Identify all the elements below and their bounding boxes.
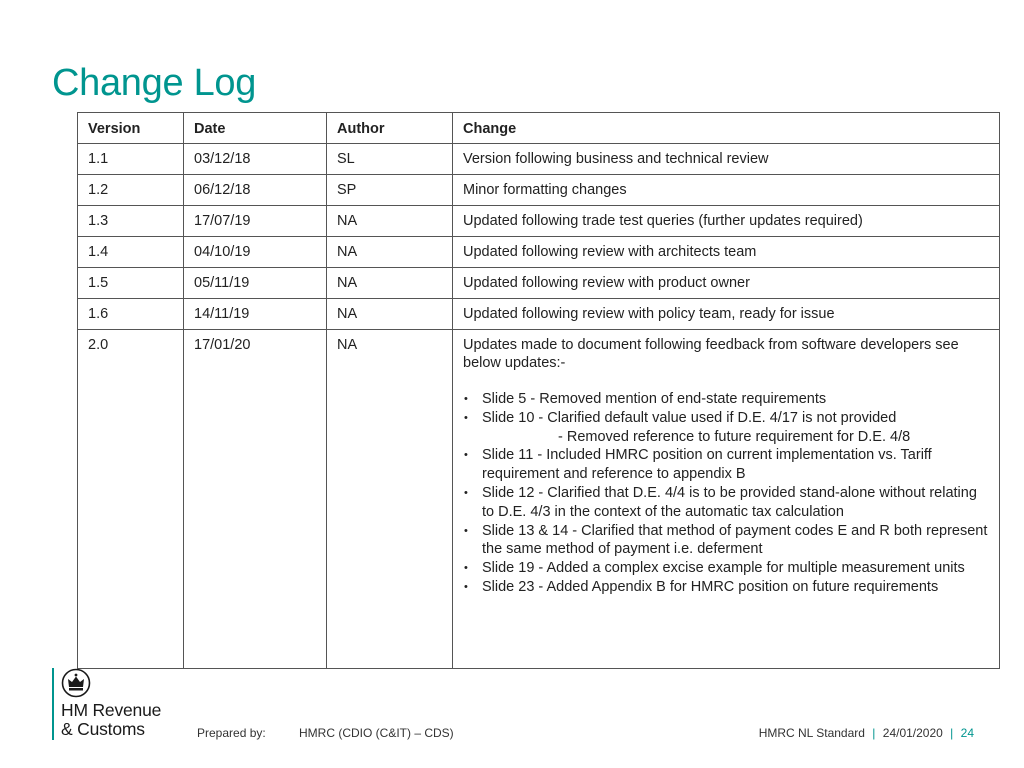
cell-date: 03/12/18 — [184, 144, 327, 175]
table-row — [78, 299, 1000, 330]
footer-date: 24/01/2020 — [882, 726, 943, 740]
page-title: Change Log — [52, 62, 257, 104]
cell-author: NA — [327, 237, 453, 268]
cell-change: Updated following review with policy team, ready for issue — [453, 299, 1000, 330]
footer-standard: HMRC NL Standard — [758, 726, 865, 740]
cell-date: 14/11/19 — [184, 299, 327, 330]
cell-change: Minor formatting changes — [453, 175, 1000, 206]
list-item: • Slide 19 - Added a complex excise example for multiple measurement units — [463, 559, 989, 578]
cell-version: 2.0 — [78, 330, 184, 669]
cell-version: 1.2 — [78, 175, 184, 206]
cell-change: Updated following review with product owner — [453, 268, 1000, 299]
cell-version: 1.3 — [78, 206, 184, 237]
cell-date: 04/10/19 — [184, 237, 327, 268]
footer-separator: | — [872, 726, 876, 740]
page-number: 24 — [960, 726, 974, 740]
cell-author: NA — [327, 206, 453, 237]
list-item: • Slide 12 - Clarified that D.E. 4/4 is to be provided stand-alone without relating to D.E. 4/3 in the context of the automatic tax calculation — [463, 484, 989, 522]
change-intro: Updates made to document following feedback from software developers see below updates:- — [463, 337, 959, 371]
table-header-row — [78, 113, 1000, 144]
cell-author: NA — [327, 330, 453, 669]
cell-version: 1.1 — [78, 144, 184, 175]
cell-change: Updated following trade test queries (further updates required) — [453, 206, 1000, 237]
cell-author: NA — [327, 299, 453, 330]
cell-version: 1.5 — [78, 268, 184, 299]
change-log-table — [77, 112, 1000, 669]
cell-author: SP — [327, 175, 453, 206]
bullet-subline: - Removed reference to future requirement for D.E. 4/8 — [558, 428, 911, 445]
footer-prepared-label: Prepared by: — [197, 726, 266, 740]
list-item — [463, 409, 989, 447]
change-bullet-list — [463, 390, 989, 597]
list-item: • Slide 13 & 14 - Clarified that method of payment codes E and R both represent the same method of payment i.e. deferment — [463, 522, 989, 560]
cell-version: 1.4 — [78, 237, 184, 268]
footer-right — [759, 726, 974, 740]
table-row — [78, 268, 1000, 299]
cell-date: 17/01/20 — [184, 330, 327, 669]
header-author: Author — [327, 113, 453, 144]
table-row — [78, 237, 1000, 268]
cell-author: SL — [327, 144, 453, 175]
crown-crest-icon — [61, 668, 91, 698]
table-row — [78, 175, 1000, 206]
list-item: • Slide 5 - Removed mention of end-state requirements — [463, 390, 989, 409]
logo-line-2: & Customs — [61, 719, 145, 739]
cell-author: NA — [327, 268, 453, 299]
cell-version: 1.6 — [78, 299, 184, 330]
footer-prepared-by: HMRC (CDIO (C&IT) – CDS) — [299, 726, 454, 740]
cell-date: 05/11/19 — [184, 268, 327, 299]
list-item: • Slide 23 - Added Appendix B for HMRC position on future requirements — [463, 578, 989, 597]
list-item: • Slide 11 - Included HMRC position on current implementation vs. Tariff requirement and reference to appendix B — [463, 446, 989, 484]
bullet-text: Slide 10 - Clarified default value used if D.E. 4/17 is not provided — [482, 409, 897, 426]
cell-change: Updated following review with architects team — [453, 237, 1000, 268]
table-row — [78, 144, 1000, 175]
cell-date: 06/12/18 — [184, 175, 327, 206]
table-row-latest — [78, 330, 1000, 669]
cell-change-details — [453, 330, 1000, 669]
hmrc-logo — [52, 668, 161, 740]
table-row — [78, 206, 1000, 237]
cell-date: 17/07/19 — [184, 206, 327, 237]
cell-change: Version following business and technical review — [453, 144, 1000, 175]
header-version: Version — [78, 113, 184, 144]
header-date: Date — [184, 113, 327, 144]
header-change: Change — [453, 113, 1000, 144]
footer-separator: | — [950, 726, 954, 740]
logo-line-1: HM Revenue — [61, 700, 162, 720]
logo-text — [61, 701, 161, 739]
